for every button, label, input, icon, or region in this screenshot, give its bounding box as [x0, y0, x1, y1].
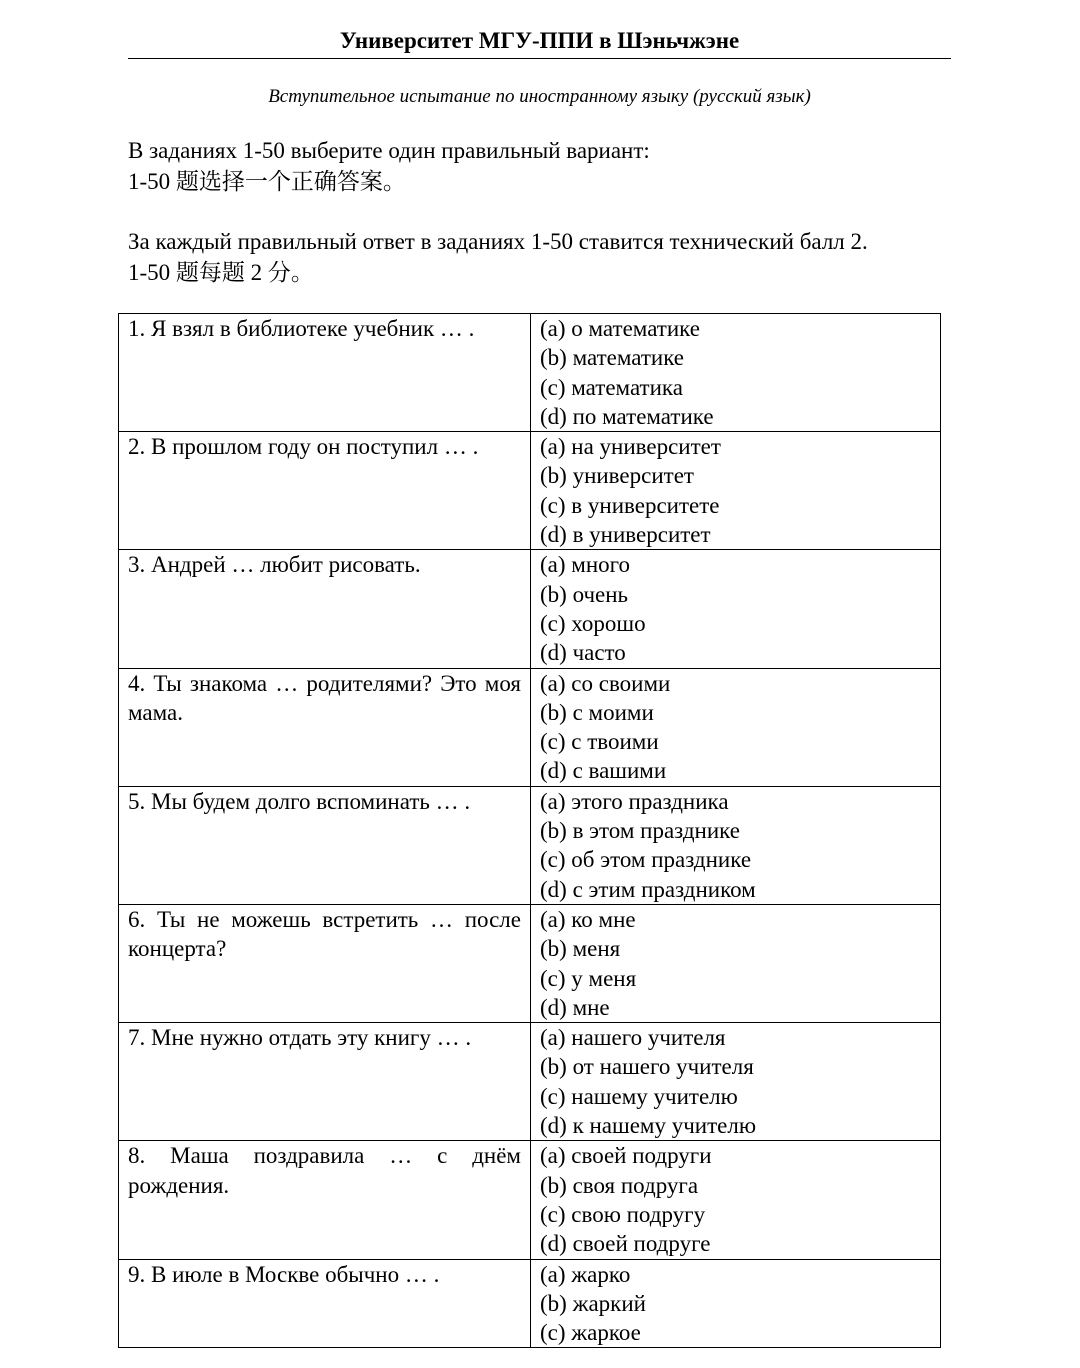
instruction-ru: За каждый правильный ответ в заданиях 1-50 ставится технический балл 2. — [128, 229, 868, 254]
question-text: 8. Маша поздравила … с днём рождения. — [119, 1141, 531, 1259]
question-text: 2. В прошлом году он поступил … . — [119, 432, 531, 550]
option-a: (a) о математике — [540, 316, 700, 341]
option-d: (d) с этим праздником — [540, 876, 756, 902]
option-a: (a) жарко — [540, 1261, 631, 1287]
option-c: (c) математика — [540, 374, 683, 400]
question-row — [119, 668, 941, 786]
option-c: (c) об этом празднике — [540, 847, 752, 873]
option-c: (c) хорошо — [540, 610, 646, 636]
option-a: (a) этого праздника — [540, 788, 729, 814]
option-c: (c) свою подругу — [540, 1201, 706, 1227]
question-text: 1. Я взял в библиотеке учебник … . — [119, 314, 531, 432]
option-a: (a) много — [540, 552, 631, 578]
instruction-zh: 1-50 题每题 2 分。 — [128, 260, 314, 285]
instruction-ru: В заданиях 1-50 выберите один правильный вариант: — [128, 138, 650, 163]
option-b: (b) математике — [540, 345, 685, 371]
option-a: (a) своей подруги — [540, 1143, 712, 1169]
option-b: (b) в этом празднике — [540, 818, 740, 844]
question-text: 3. Андрей … любит рисовать. — [119, 550, 531, 668]
option-d: (d) своей подруге — [540, 1231, 711, 1257]
option-a: (a) нашего учителя — [540, 1025, 726, 1051]
question-text: 5. Мы будем долго вспоминать … . — [119, 786, 531, 904]
option-d: (d) часто — [540, 640, 626, 666]
question-text: 6. Ты не можешь встретить … после концерта? — [119, 904, 531, 1022]
option-d: (d) к нашему учителю — [540, 1113, 757, 1139]
document-header — [128, 24, 951, 59]
university-title: Университет МГУ-ППИ в Шэньчжэне — [339, 28, 740, 53]
option-a: (a) со своими — [540, 670, 671, 696]
question-row — [119, 904, 941, 1022]
options-cell — [531, 432, 941, 550]
options-cell — [531, 1259, 941, 1348]
option-b: (b) меня — [540, 936, 621, 962]
question-row — [119, 786, 941, 904]
option-c: (c) в университете — [540, 492, 720, 518]
option-c: (c) жаркое — [540, 1320, 641, 1346]
question-row — [119, 1259, 941, 1348]
option-c: (c) у меня — [540, 965, 637, 991]
option-b: (b) жаркий — [540, 1290, 646, 1316]
option-b: (b) своя подруга — [540, 1172, 699, 1198]
options-cell — [531, 904, 941, 1022]
options-cell — [531, 550, 941, 668]
question-text: 9. В июле в Москве обычно … . — [119, 1259, 531, 1348]
options-cell — [531, 1023, 941, 1141]
option-b: (b) с моими — [540, 699, 654, 725]
question-row — [119, 1141, 941, 1259]
option-b: (b) очень — [540, 581, 629, 607]
option-d: (d) мне — [540, 994, 610, 1020]
question-row — [119, 314, 941, 432]
option-c: (c) нашему учителю — [540, 1083, 738, 1109]
option-d: (d) с вашими — [540, 758, 667, 784]
instruction-block-scoring — [128, 226, 968, 288]
question-row — [119, 432, 941, 550]
option-d: (d) по математике — [540, 403, 714, 429]
instruction-zh: 1-50 题选择一个正确答案。 — [128, 169, 406, 194]
options-cell — [531, 668, 941, 786]
options-cell — [531, 314, 941, 432]
instruction-block-choice — [128, 135, 968, 197]
questions-table — [118, 313, 941, 1348]
option-a: (a) ко мне — [540, 906, 636, 932]
options-cell — [531, 786, 941, 904]
option-d: (d) в университет — [540, 522, 711, 548]
option-c: (c) с твоими — [540, 729, 659, 755]
question-text: 4. Ты знакома … родителями? Это моя мама. — [119, 668, 531, 786]
question-text: 7. Мне нужно отдать эту книгу … . — [119, 1023, 531, 1141]
question-row — [119, 1023, 941, 1141]
option-b: (b) от нашего учителя — [540, 1054, 754, 1080]
exam-subtitle: Вступительное испытание по иностранному языку (русский язык) — [268, 86, 811, 107]
option-a: (a) на университет — [540, 434, 721, 460]
option-b: (b) университет — [540, 463, 694, 489]
options-cell — [531, 1141, 941, 1259]
question-row — [119, 550, 941, 668]
